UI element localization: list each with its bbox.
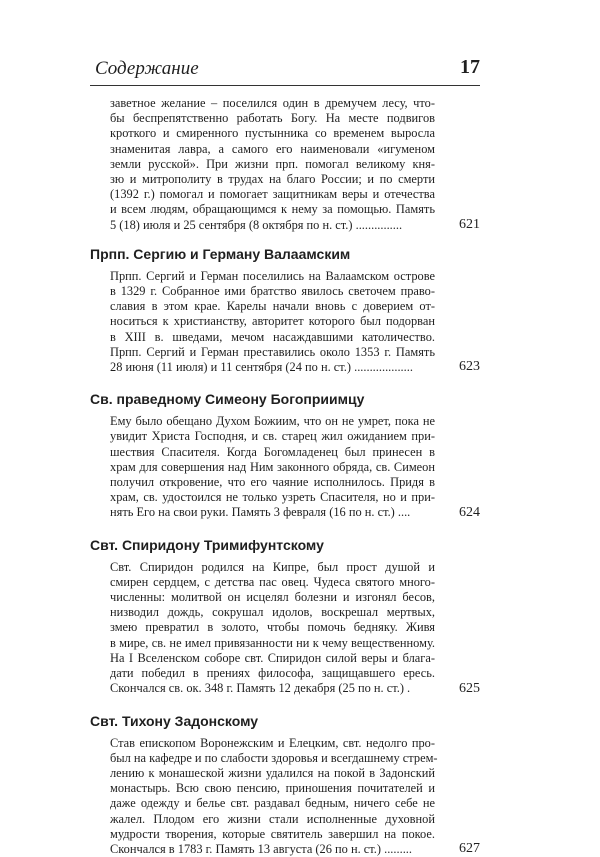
entry-line: в 1329 г. Собранное ими братство явилось светочем право- bbox=[110, 284, 435, 299]
entry-title: Свт. Тихону Задонскому bbox=[90, 712, 480, 730]
entry-line: храм для совершения над Ним законного обряда, св. Симеон bbox=[110, 460, 435, 475]
entry-line: кроткого и смиренного пустынника со временем выросла bbox=[110, 126, 435, 141]
entry-line: земли русской». При жизни прп. помогал великому кня- bbox=[110, 157, 435, 172]
entry-line: дати победил в прениях философа, защищавшего ересь. bbox=[110, 666, 435, 681]
entry-line: даже одежду и белье свт. раздавал бедным, ничего себе не bbox=[110, 796, 435, 811]
entry-line: храм, св. удостоился не только узреть Спасителя, но и при- bbox=[110, 490, 435, 505]
entry-page-number: 627 bbox=[459, 841, 480, 857]
entry-line: и всем людям, обращающимся к нему за помощью. Память bbox=[110, 202, 435, 217]
entry-line: змею превратил в золото, чтобы помочь бедняку. Живя bbox=[110, 620, 435, 635]
entry-line: численны: молитвой он исцелял болезни и изгонял бесов, bbox=[110, 590, 435, 605]
entry-page-number: 624 bbox=[459, 505, 480, 521]
entry-line: низводил дождь, сокрушал идолов, воскрешал мертвых, bbox=[110, 605, 435, 620]
entry-line: увидит Христа Господня, и св. старец жил ожиданием при- bbox=[110, 429, 435, 444]
entry-line: славия в этом крае. Карелы начали вновь с доверием от- bbox=[110, 299, 435, 314]
entry-line: мудрости творения, которые святитель завершил на покое. bbox=[110, 827, 435, 842]
entry-line: монастырь. Всю свою пенсию, приношения почитателей и bbox=[110, 781, 435, 796]
entry-line: Прпп. Сергий и Герман поселились на Валаамском острове bbox=[110, 269, 435, 284]
entry-line: Свт. Спиридон родился на Кипре, был прост душой и bbox=[110, 560, 435, 575]
entry-title: Свт. Спиридону Тримифунтскому bbox=[90, 536, 480, 554]
page-number: 17 bbox=[460, 56, 480, 79]
header-rule bbox=[90, 85, 480, 86]
entry-line: смирен сердцем, с детства пас овец. Чудеса святого много- bbox=[110, 575, 435, 590]
entry-line: в мире, св. не имел привязанности ни к чему вещественному. bbox=[110, 636, 435, 651]
entry-line: знаменитая лавра, а самого его наименовали «игуменом bbox=[110, 142, 435, 157]
entry-line: заветное желание – поселился один в дремучем лесу, что- bbox=[110, 96, 435, 111]
entry-line: нять Его на свои руки. Память 3 февраля (16 по н. ст.) .... bbox=[110, 505, 435, 520]
entry-page-number: 623 bbox=[459, 359, 480, 375]
entry-description bbox=[110, 414, 435, 520]
running-header bbox=[90, 50, 480, 86]
entry-description bbox=[110, 96, 435, 233]
entry-description bbox=[110, 269, 435, 375]
entry-line: Ему было обещано Духом Божиим, что он не умрет, пока не bbox=[110, 414, 435, 429]
entry-line: На I Вселенском соборе свт. Спиридон силой веры и блага- bbox=[110, 651, 435, 666]
entry-line: 5 (18) июля и 25 сентября (8 октября по н. ст.) ............... bbox=[110, 218, 435, 233]
entry-line: в XIII в. шведами, мечом насаждавшими католичество. bbox=[110, 330, 435, 345]
entry-line: был на кафедре и по слабости здоровья и всегдашнему стрем- bbox=[110, 751, 435, 766]
running-title: Содержание bbox=[95, 58, 199, 80]
entry-line: бы беспрепятственно работать Богу. На месте подвигов bbox=[110, 111, 435, 126]
entry-line: Прпп. Сергий и Герман преставились около 1353 г. Память bbox=[110, 345, 435, 360]
entry-description bbox=[110, 736, 435, 857]
entry-line: 28 июня (11 июля) и 11 сентября (24 по н. ст.) ................... bbox=[110, 360, 435, 375]
entry-line: носиться к христианству, авторитет которого был подорван bbox=[110, 314, 435, 329]
entry-line: (1392 г.) помогал и помогает защитникам веры и отечества bbox=[110, 187, 435, 202]
entry-title: Прпп. Сергию и Герману Валаамским bbox=[90, 245, 480, 263]
entry-line: Скончался св. ок. 348 г. Память 12 декабря (25 по н. ст.) . bbox=[110, 681, 435, 696]
entry-title: Св. праведному Симеону Богоприимцу bbox=[90, 390, 480, 408]
entry-page-number: 625 bbox=[459, 681, 480, 697]
entry-line: получил откровение, что его чаяние исполнилось. Придя в bbox=[110, 475, 435, 490]
entry-line: шествия Спасителя. Когда Богомладенец был принесен в bbox=[110, 445, 435, 460]
entry-description bbox=[110, 560, 435, 697]
entry-line: Став епископом Воронежским и Елецким, свт. недолго про- bbox=[110, 736, 435, 751]
contents-list bbox=[90, 96, 480, 857]
entry-page-number: 621 bbox=[459, 217, 480, 233]
entry-line: Скончался в 1783 г. Память 13 августа (26 по н. ст.) ......... bbox=[110, 842, 435, 857]
entry-line: лению к монашеской жизни удалился на покой в Задонский bbox=[110, 766, 435, 781]
entry-line: зю и митрополиту в трудах на благо России; и по смерти bbox=[110, 172, 435, 187]
entry-line: жалел. Плодом его жизни стали исполненные духовной bbox=[110, 812, 435, 827]
